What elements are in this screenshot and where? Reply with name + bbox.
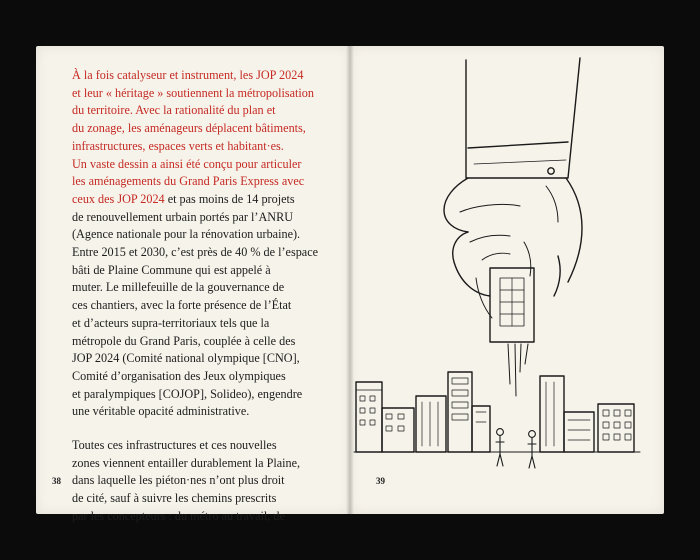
text-line: bâti de Plaine Commune qui est appelé à — [72, 262, 271, 277]
text-line: (Agence nationale pour la rénovation urbaine). — [72, 227, 301, 242]
text-line: JOP 2024 (Comité national olympique [CNO], — [72, 351, 300, 366]
page-number: 38 — [52, 476, 61, 486]
text-line: ces chantiers, avec la forte présence de l’État — [72, 298, 292, 313]
text-line: Entre 2015 et 2030, c’est près de 40 % de l’espace — [72, 245, 319, 260]
giant-hand-placing-building-illustration — [350, 46, 664, 514]
left-page-text — [72, 67, 334, 526]
text-line: À la fois catalyseur et instrument, les JOP 2024 — [72, 68, 304, 82]
held-building-drawing — [490, 268, 534, 342]
paragraph-2 — [72, 437, 334, 526]
right-page — [350, 46, 664, 514]
pedestrian-figures — [496, 429, 536, 468]
text-line: par les concepteurs : du métro au travail, de — [72, 508, 285, 523]
hand-drawing — [444, 178, 582, 318]
book-gutter — [346, 46, 354, 514]
text-line: du territoire. Avec la rationalité du plan et — [72, 103, 276, 118]
text-line: une véritable opacité administrative. — [72, 404, 250, 419]
text-line: et paralympiques [COJOP], Solideo), engendre — [72, 386, 303, 401]
left-skyline-drawing — [356, 372, 490, 452]
text-line: infrastructures, espaces verts et habitant·es. — [72, 138, 284, 153]
text-line: Un vaste dessin a ainsi été conçu pour articuler — [72, 156, 302, 171]
paragraph-1 — [72, 67, 334, 421]
left-page — [36, 46, 350, 523]
text-line: et leur « héritage » soutiennent la métropolisation — [72, 85, 314, 100]
text-line: Toutes ces infrastructures et ces nouvelles — [72, 438, 277, 453]
text-line: les aménagements du Grand Paris Express avec — [72, 174, 305, 189]
text-line: et d’acteurs supra-territoriaux tels que la — [72, 315, 270, 330]
page-number: 39 — [376, 476, 385, 486]
text-line: de cité, sauf à suivre les chemins prescrits — [72, 491, 277, 506]
text-line: de renouvellement urbain portés par l’ANRU — [72, 209, 293, 224]
right-skyline-drawing — [540, 376, 634, 452]
text-line: métropole du Grand Paris, couplée à celle des — [72, 333, 296, 348]
text-line: zones viennent entailler durablement la Plaine, — [72, 455, 301, 470]
sleeve-drawing — [466, 58, 580, 178]
text-line: muter. Le millefeuille de la gouvernance de — [72, 280, 285, 295]
text-run-red: ceux des JOP 2024 — [72, 191, 165, 206]
text-run-black: et pas moins de 14 projets — [164, 191, 295, 206]
cuff-button-icon — [548, 168, 554, 174]
text-line: du zonage, les aménageurs déplacent bâtiments, — [72, 121, 306, 136]
text-line-mixed — [72, 191, 334, 209]
motion-lines — [508, 344, 528, 396]
text-line: dans laquelle les piéton·nes n’ont plus droit — [72, 473, 285, 488]
text-line: Comité d’organisation des Jeux olympiques — [72, 368, 286, 383]
